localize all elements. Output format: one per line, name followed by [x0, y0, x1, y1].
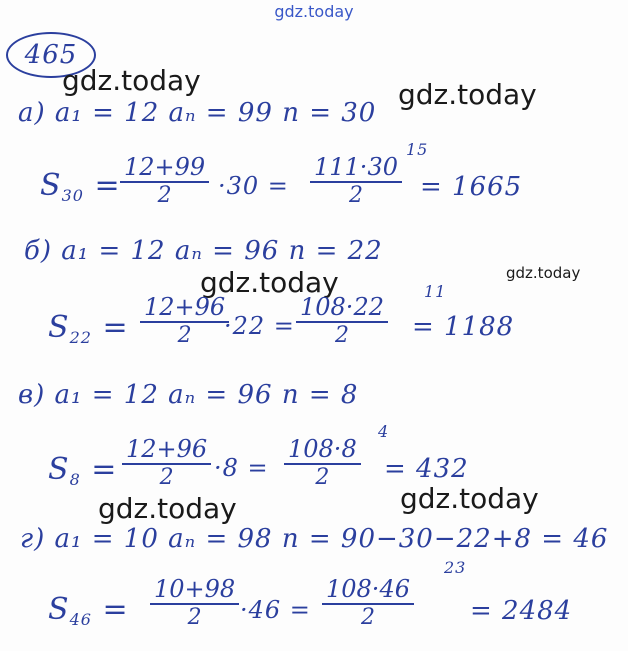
part-g-result: = 2484 — [470, 596, 573, 626]
header-watermark: gdz.today — [274, 2, 354, 21]
part-a-multiplier: ·30 = — [218, 172, 289, 200]
part-v-fraction-1: 12+96 2 — [122, 436, 211, 490]
part-v-cancel-factor: 4 — [378, 422, 390, 441]
watermark: gdz.today — [506, 264, 581, 282]
watermark: gdz.today — [398, 78, 537, 111]
part-a-fraction-2: 111·30 2 — [310, 154, 402, 208]
part-v-sum-label: $S_8$ = — [48, 452, 118, 489]
part-a-fraction-1: 12+99 2 — [120, 154, 209, 208]
part-a-result: = 1665 — [420, 172, 523, 202]
part-v-multiplier: ·8 = — [214, 454, 269, 482]
part-b-fraction-1: 12+96 2 — [140, 294, 229, 348]
part-b-sum-label: $S_{22}$ = — [48, 310, 129, 347]
watermark: gdz.today — [62, 64, 201, 97]
part-b-fraction-2: 108·22 2 — [296, 294, 388, 348]
watermark: gdz.today — [98, 492, 237, 525]
watermark: gdz.today — [200, 266, 339, 299]
watermark: gdz.today — [400, 482, 539, 515]
part-a-given: а) a₁ = 12 aₙ = 99 n = 30 — [18, 98, 377, 128]
part-v-result: = 432 — [384, 454, 469, 484]
part-a-cancel-factor: 15 — [406, 140, 429, 159]
part-a-sum-label: $S_{30}$ = — [40, 168, 121, 205]
part-g-multiplier: ·46 = — [240, 596, 311, 624]
part-b-cancel-factor: 11 — [424, 282, 447, 301]
part-g-given: г) a₁ = 10 aₙ = 98 n = 90−30−22+8 = 46 — [20, 524, 609, 554]
problem-number: 465 — [24, 40, 78, 70]
part-b-given: б) a₁ = 12 aₙ = 96 n = 22 — [24, 236, 383, 266]
part-g-fraction-1: 10+98 2 — [150, 576, 239, 630]
part-v-fraction-2: 108·8 2 — [284, 436, 361, 490]
part-b-result: = 1188 — [412, 312, 515, 342]
part-g-sum-label: $S_{46}$ = — [48, 592, 129, 629]
part-g-cancel-factor: 23 — [444, 558, 467, 577]
part-b-multiplier: ·22 = — [224, 312, 295, 340]
part-g-fraction-2: 108·46 2 — [322, 576, 414, 630]
part-v-given: в) a₁ = 12 aₙ = 96 n = 8 — [18, 380, 359, 410]
